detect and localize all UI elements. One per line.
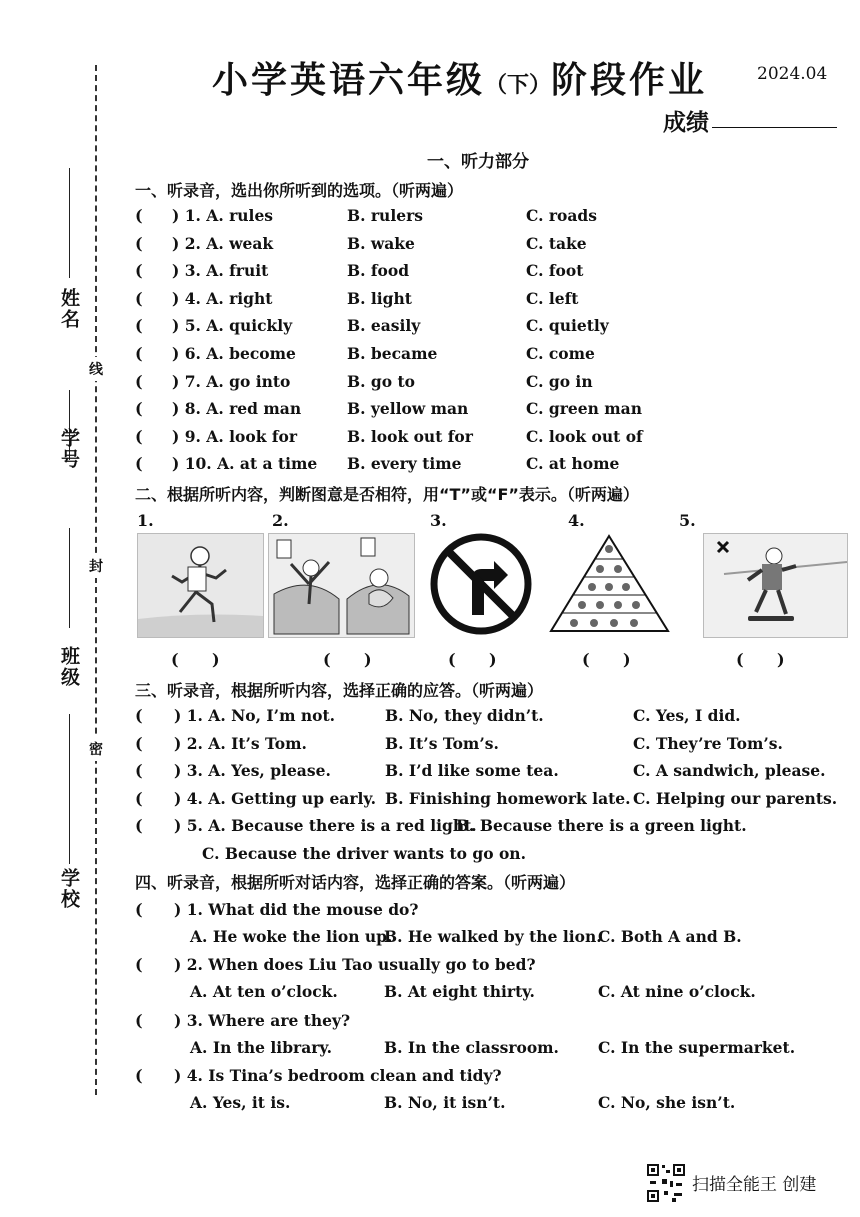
answer-blank-s1-2[interactable]: ( [135, 233, 143, 253]
qr-code-icon [646, 1163, 686, 1203]
date: 2024.04 [757, 64, 828, 84]
s3-item5-c: C. Because the driver wants to go on. [202, 844, 526, 863]
s1-item-option-a: ) 7. A. go into [172, 371, 291, 391]
picture-runner [137, 533, 264, 638]
s4-question: ) 1. What did the mouse do? [174, 900, 419, 919]
answer-blank-s1-6[interactable]: ( [135, 344, 143, 363]
picture-number-5: 5. [679, 511, 696, 530]
page-title: 小学英语六年级（下）阶段作业 [212, 60, 708, 101]
s3-item-option-a: ) 3. A. Yes, please. [174, 761, 331, 781]
answer-blank-s1-10[interactable]: ( [135, 454, 143, 474]
s4-option-b: B. He walked by the lion. [384, 927, 602, 946]
s1-item-option-b: B. wake [347, 233, 415, 253]
section2-title: 二、根据所听内容，判断图意是否相符，用“T”或“F”表示。（听两遍） [135, 485, 639, 504]
s3-item-option-a: ) 2. A. It’s Tom. [174, 733, 307, 753]
s1-item-option-b: B. yellow man [347, 399, 469, 419]
s3-item-option-b: B. No, they didn’t. [385, 706, 544, 725]
margin-mark-secret: 密 [89, 737, 103, 761]
s3-item5-b: B. Because there is a green light. [456, 816, 747, 835]
answer-blank-pic-4[interactable]: ( ) [582, 650, 631, 669]
picture-food-pyramid [548, 533, 671, 636]
s4-option-a: A. He woke the lion up. [190, 927, 393, 946]
s4-option-c: C. At nine o’clock. [598, 982, 756, 1002]
s1-item-option-a: ) 3. A. fruit [172, 261, 269, 281]
answer-blank-pic-2[interactable]: ( ) [323, 650, 372, 669]
section1-title: 一、听录音，选出你所听到的选项。（听两遍） [135, 181, 464, 200]
s4-option-a: A. Yes, it is. [190, 1092, 291, 1112]
answer-blank-s1-5[interactable]: ( [135, 316, 143, 336]
scanner-brand: 扫描全能王 创建 [692, 1175, 817, 1195]
s1-item-option-c: C. at home [526, 454, 620, 474]
answer-blank-s3-1[interactable]: ( [135, 706, 143, 725]
s4-option-b: B. In the classroom. [384, 1037, 559, 1057]
s1-item-option-a: ) 1. A. rules [172, 206, 274, 225]
s1-item-option-c: C. take [526, 233, 587, 253]
s1-item-option-c: C. foot [526, 261, 584, 281]
s4-option-a: A. At ten o’clock. [190, 982, 338, 1002]
answer-blank-s1-1[interactable]: ( [135, 206, 143, 225]
s1-item-option-b: B. became [347, 344, 438, 363]
answer-blank-s3-5[interactable]: ( [135, 816, 143, 835]
answer-blank-s4-2[interactable]: ( [135, 955, 143, 975]
answer-blank-s3-2[interactable]: ( [135, 733, 143, 753]
answer-blank-s4-1[interactable]: ( [135, 900, 143, 919]
s1-item-option-b: B. go to [347, 371, 415, 391]
s1-item-option-b: B. food [347, 261, 410, 281]
s3-item-option-a: ) 1. A. No, I’m not. [174, 706, 336, 725]
binding-dashed-line [95, 65, 97, 1095]
answer-blank-pic-3[interactable]: ( ) [448, 650, 497, 669]
s1-item-option-c: C. quietly [526, 316, 609, 336]
s1-item-option-a: ) 9. A. look for [172, 426, 297, 446]
score-label: 成绩 [663, 110, 709, 136]
answer-blank-s4-3[interactable]: ( [135, 1010, 143, 1030]
answer-blank-pic-1[interactable]: ( ) [171, 650, 220, 669]
s4-option-c: C. In the supermarket. [598, 1037, 796, 1057]
s3-item-option-b: B. Finishing homework late. [385, 788, 631, 808]
s3-item-option-c: C. Yes, I did. [633, 706, 741, 725]
s4-question: ) 3. Where are they? [174, 1010, 351, 1030]
s3-item-option-c: C. They’re Tom’s. [633, 733, 783, 753]
s1-item-option-a: ) 2. A. weak [172, 233, 274, 253]
section3-title: 三、听录音，根据所听内容，选择正确的应答。（听两遍） [135, 681, 544, 700]
s4-option-a: A. In the library. [190, 1037, 333, 1057]
s4-option-b: B. No, it isn’t. [384, 1092, 506, 1112]
part-title: 一、听力部分 [427, 152, 529, 172]
s1-item-option-a: ) 6. A. become [172, 344, 296, 363]
s4-question: ) 4. Is Tina’s bedroom clean and tidy? [174, 1065, 502, 1085]
school-blank [69, 714, 70, 864]
picture-no-right-turn-sign [430, 533, 533, 636]
s1-item-option-a: ) 10. A. at a time [172, 454, 318, 474]
class-label: 班级 [58, 646, 80, 688]
s1-item-option-b: B. rulers [347, 206, 423, 225]
s4-option-b: B. At eight thirty. [384, 982, 535, 1002]
margin-mark-line: 线 [89, 357, 103, 381]
answer-blank-pic-5[interactable]: ( ) [736, 650, 785, 669]
picture-skateboarder [703, 533, 848, 638]
answer-blank-s1-4[interactable]: ( [135, 288, 143, 308]
s4-option-c: C. Both A and B. [598, 927, 742, 946]
s1-item-option-c: C. green man [526, 399, 642, 419]
s3-item-option-c: C. A sandwich, please. [633, 761, 826, 781]
s1-item-option-c: C. roads [526, 206, 597, 225]
s1-item-option-c: C. look out of [526, 426, 643, 446]
answer-blank-s1-3[interactable]: ( [135, 261, 143, 281]
score-blank[interactable] [712, 127, 837, 128]
answer-blank-s4-4[interactable]: ( [135, 1065, 143, 1085]
student-no-label: 学号 [58, 428, 80, 470]
answer-blank-s3-3[interactable]: ( [135, 761, 143, 781]
s1-item-option-b: B. every time [347, 454, 462, 474]
s3-item-option-b: B. I’d like some tea. [385, 761, 559, 781]
name-blank [69, 168, 70, 278]
s1-item-option-b: B. look out for [347, 426, 473, 446]
s1-item-option-c: C. left [526, 288, 579, 308]
s3-item-option-b: B. It’s Tom’s. [385, 733, 499, 753]
picture-number-2: 2. [272, 511, 289, 530]
class-blank [69, 528, 70, 628]
s3-item-option-c: C. Helping our parents. [633, 788, 838, 808]
answer-blank-s1-7[interactable]: ( [135, 371, 143, 391]
s4-option-c: C. No, she isn’t. [598, 1092, 736, 1112]
s1-item-option-c: C. go in [526, 371, 593, 391]
s1-item-option-c: C. come [526, 344, 595, 363]
section4-title: 四、听录音，根据所听对话内容，选择正确的答案。（听两遍） [135, 873, 576, 892]
picture-number-3: 3. [430, 511, 447, 530]
s1-item-option-b: B. light [347, 288, 412, 308]
s4-question: ) 2. When does Liu Tao usually go to bed? [174, 955, 536, 975]
school-label: 学校 [58, 868, 80, 910]
answer-blank-s1-9[interactable]: ( [135, 426, 143, 446]
s3-item5-a: ) 5. A. Because there is a red light. [174, 816, 477, 835]
name-label: 姓名 [58, 288, 80, 330]
margin-mark-seal: 封 [89, 554, 103, 578]
s1-item-option-a: ) 8. A. red man [172, 399, 302, 419]
answer-blank-s3-4[interactable]: ( [135, 788, 143, 808]
s1-item-option-b: B. easily [347, 316, 421, 336]
answer-blank-s1-8[interactable]: ( [135, 399, 143, 419]
picture-number-1: 1. [137, 511, 154, 530]
s1-item-option-a: ) 5. A. quickly [172, 316, 293, 336]
picture-sleeping [268, 533, 415, 638]
s3-item-option-a: ) 4. A. Getting up early. [174, 788, 377, 808]
picture-number-4: 4. [568, 511, 585, 530]
s1-item-option-a: ) 4. A. right [172, 288, 273, 308]
